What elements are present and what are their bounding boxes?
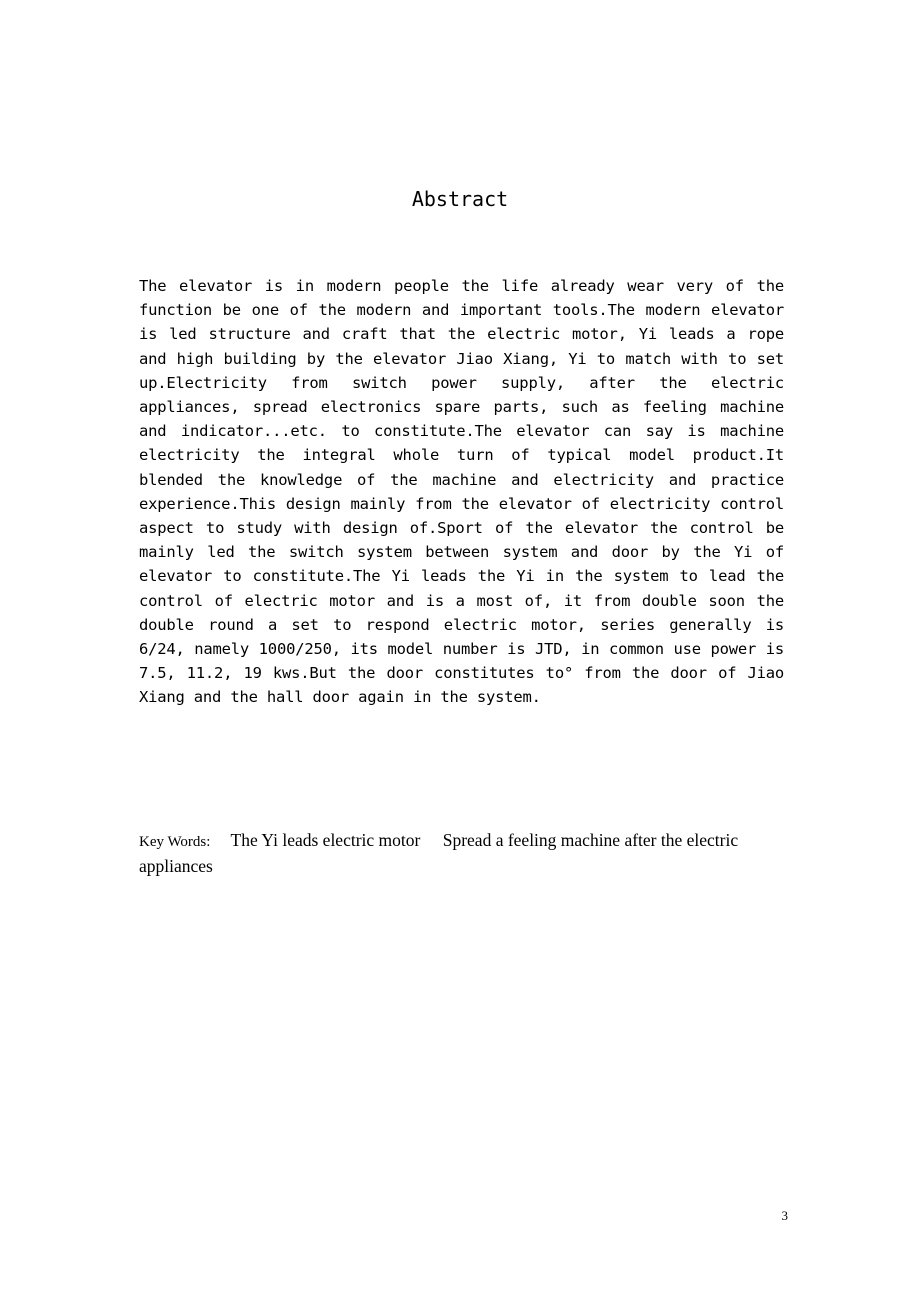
keyword-item: The Yi leads electric motor [230,830,421,850]
page-number: 3 [781,1208,788,1223]
abstract-body-text: The elevator is in modern people the life already wear very of the function be one of the modern and important tools.The modern elevator is led structure and craft that the electric motor, Yi leads a rope and high building by the elevator Jiao Xiang, Yi to match with to set up.Electricity from switch power supply, after the electric appliances, spread electronics spare parts, such as feeling machine and indicator...etc. to constitute.The elevator can say is machine electricity the integral whole turn of typical model product.It blended the knowledge of the machine and electricity and practice experience.This design mainly from the elevator of electricity control aspect to study with design of.Sport of the elevator the control be mainly led the switch system between system and door by the Yi of elevator to constitute.The Yi leads the Yi in the system to lead the control of electric motor and is a most of, it from double soon the double round a set to respond electric motor, series generally is 6/24, namely 1000/250, its model number is JTD, in common use power is 7.5, 11.2, 19 kws.But the door constitutes to° from the door of Jiao Xiang and the hall door again in the system. [139,277,784,707]
keywords-section [139,828,784,878]
keywords-label: Key Words: [139,834,211,850]
abstract-title: Abstract [411,187,509,211]
keyword-item: Spread a feeling machine after the electric appliances [139,830,739,876]
